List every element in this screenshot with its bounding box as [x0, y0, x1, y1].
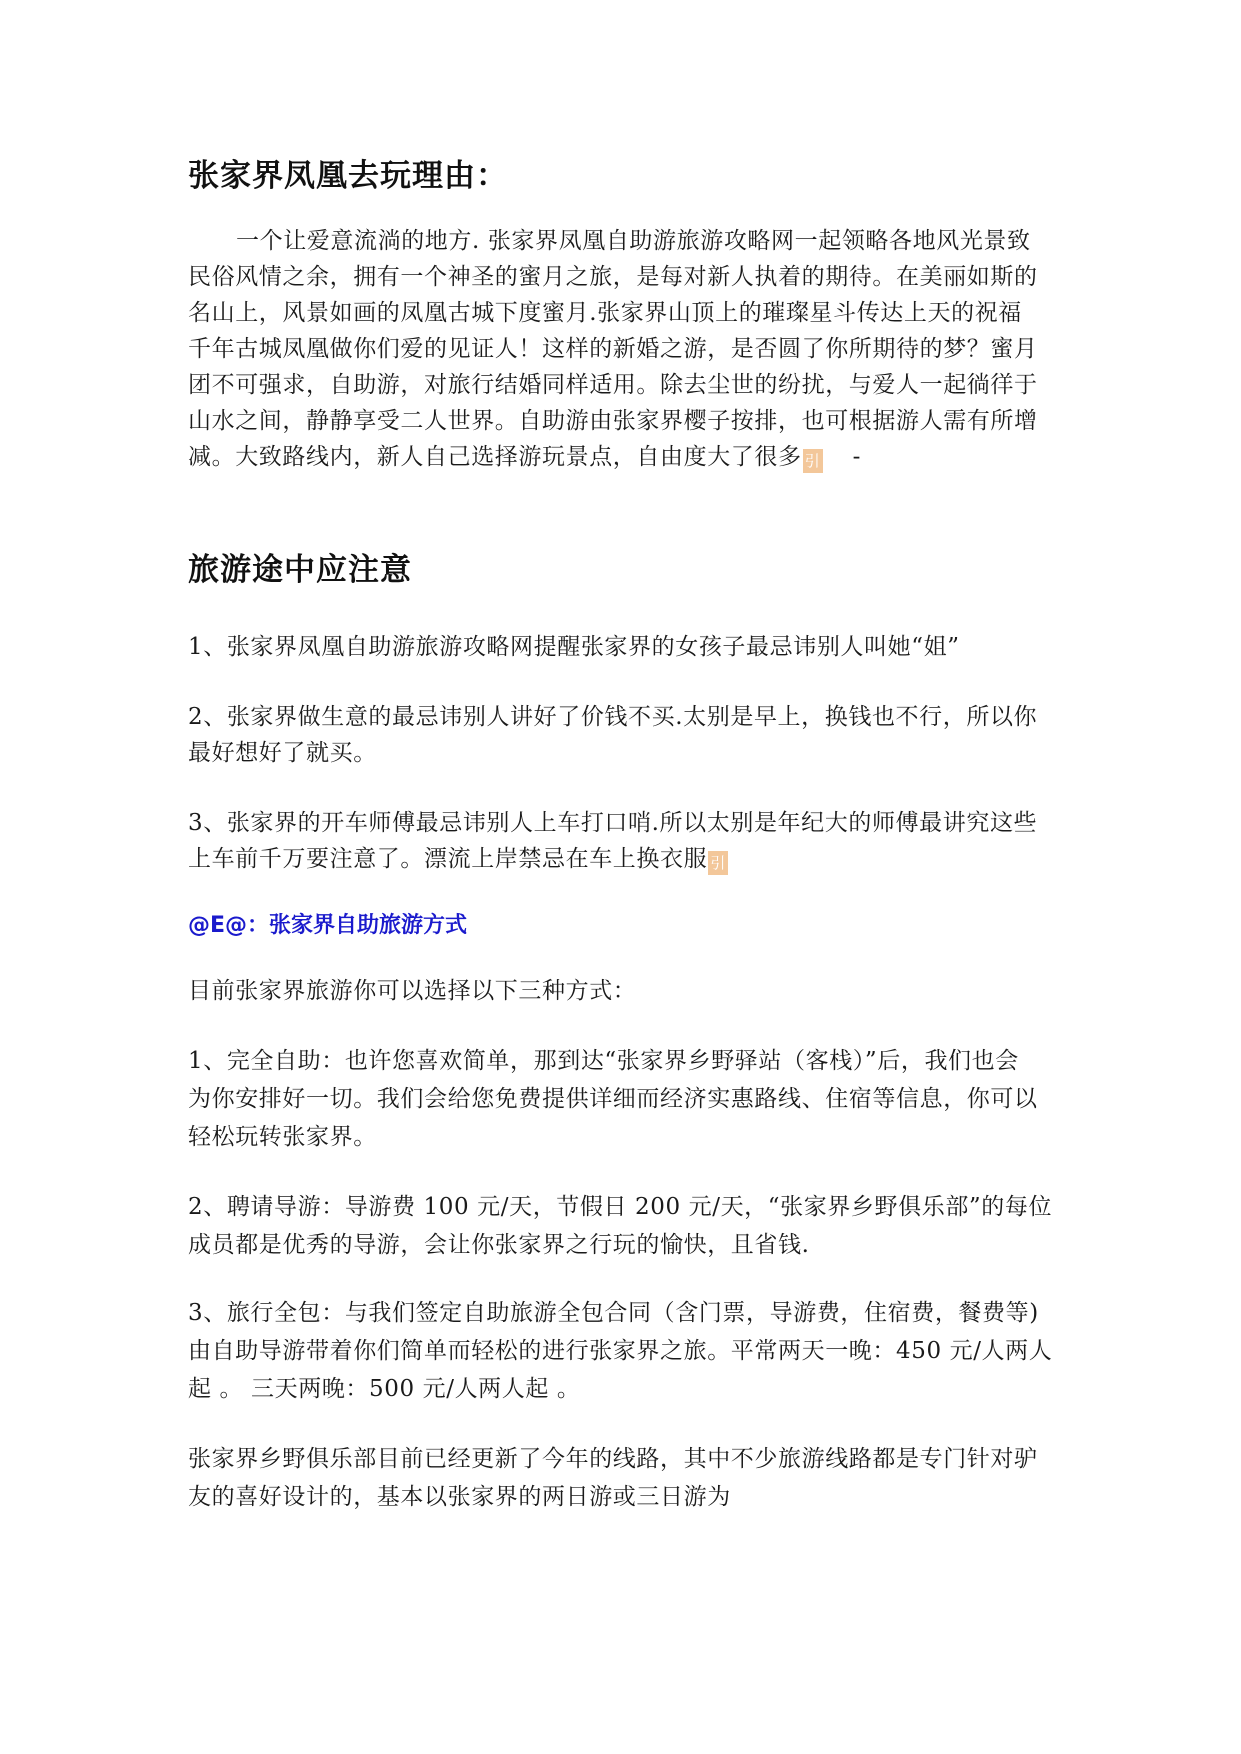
option-1-line: 1、完全自助：也许您喜欢简单，那到达“张家界乡野驿站（客栈）”后，我们也会 [188, 1048, 1019, 1074]
paragraph-line: 团不可强求，自助游，对旅行结婚同样适用。除去尘世的纷扰，与爱人一起徜徉于 [188, 372, 1038, 398]
note-item-3-text: 上车前千万要注意了。漂流上岸禁忌在车上换衣服 [188, 846, 708, 872]
option-3-line: 3、旅行全包：与我们签定自助旅游全包合同（含门票，导游费，住宿费，餐费等) [188, 1300, 1039, 1326]
option-1-line: 为你安排好一切。我们会给您免费提供详细而经济实惠路线、住宿等信息，你可以 [188, 1086, 1038, 1112]
section-title-reasons: 张家界凤凰去玩理由： [188, 158, 508, 194]
paragraph-line: 民俗风情之余，拥有一个神圣的蜜月之旅，是每对新人执着的期待。在美丽如斯的 [188, 264, 1038, 290]
paragraph-line: 名山上，风景如画的凤凰古城下度蜜月.张家界山顶上的璀璨星斗传达上天的祝福 [188, 300, 1022, 326]
paragraph-line: 一个让爱意流淌的地方. 张家界凤凰自助游旅游攻略网一起领略各地风光景致 [236, 228, 1031, 254]
note-item-2-line: 最好想好了就买。 [188, 740, 377, 766]
option-1-line: 轻松玩转张家界。 [188, 1124, 377, 1150]
note-item-3-line-last [188, 844, 728, 875]
paragraph-line-text: 减。大致路线内，新人自己选择游玩景点，自由度大了很多 [188, 444, 802, 470]
paragraph-line-last [188, 442, 861, 473]
paragraph-line: 千年古城凤凰做你们爱的见证人！这样的新婚之游，是否圆了你所期待的梦？蜜月 [188, 336, 1038, 362]
paragraph-line: 山水之间，静静享受二人世界。自助游由张家界樱子按排，也可根据游人需有所增 [188, 408, 1038, 434]
intro-text: 目前张家界旅游你可以选择以下三种方式： [188, 978, 637, 1004]
option-2-line: 成员都是优秀的导游，会让你张家界之行玩的愉快，且省钱. [188, 1232, 810, 1258]
reference-icon[interactable]: 引 [708, 851, 728, 875]
option-2-line: 2、聘请导游：导游费 100 元/天，节假日 200 元/天，“张家界乡野俱乐部”的每位 [188, 1194, 1053, 1220]
section-subtitle-self-guided: @E@：张家界自助旅游方式 [188, 913, 468, 938]
closing-line: 张家界乡野俱乐部目前已经更新了今年的线路，其中不少旅游线路都是专门针对驴 [188, 1446, 1038, 1472]
note-item-2-line: 2、张家界做生意的最忌讳别人讲好了价钱不买.太别是早上，换钱也不行，所以你 [188, 704, 1038, 730]
reference-icon[interactable]: 引 [803, 449, 823, 473]
note-item-1: 1、张家界凤凰自助游旅游攻略网提醒张家界的女孩子最忌讳别人叫她“姐” [188, 634, 960, 660]
option-3-line: 起 。 三天两晚：500 元/人两人起 。 [188, 1376, 581, 1402]
section-title-notes: 旅游途中应注意 [188, 552, 412, 588]
option-3-line: 由自助导游带着你们简单而轻松的进行张家界之旅。平常两天一晚：450 元/人两人 [188, 1338, 1053, 1364]
trailing-dash: - [852, 444, 861, 470]
closing-line: 友的喜好设计的，基本以张家界的两日游或三日游为 [188, 1484, 731, 1510]
note-item-3-line: 3、张家界的开车师傅最忌讳别人上车打口哨.所以太别是年纪大的师傅最讲究这些 [188, 810, 1038, 836]
